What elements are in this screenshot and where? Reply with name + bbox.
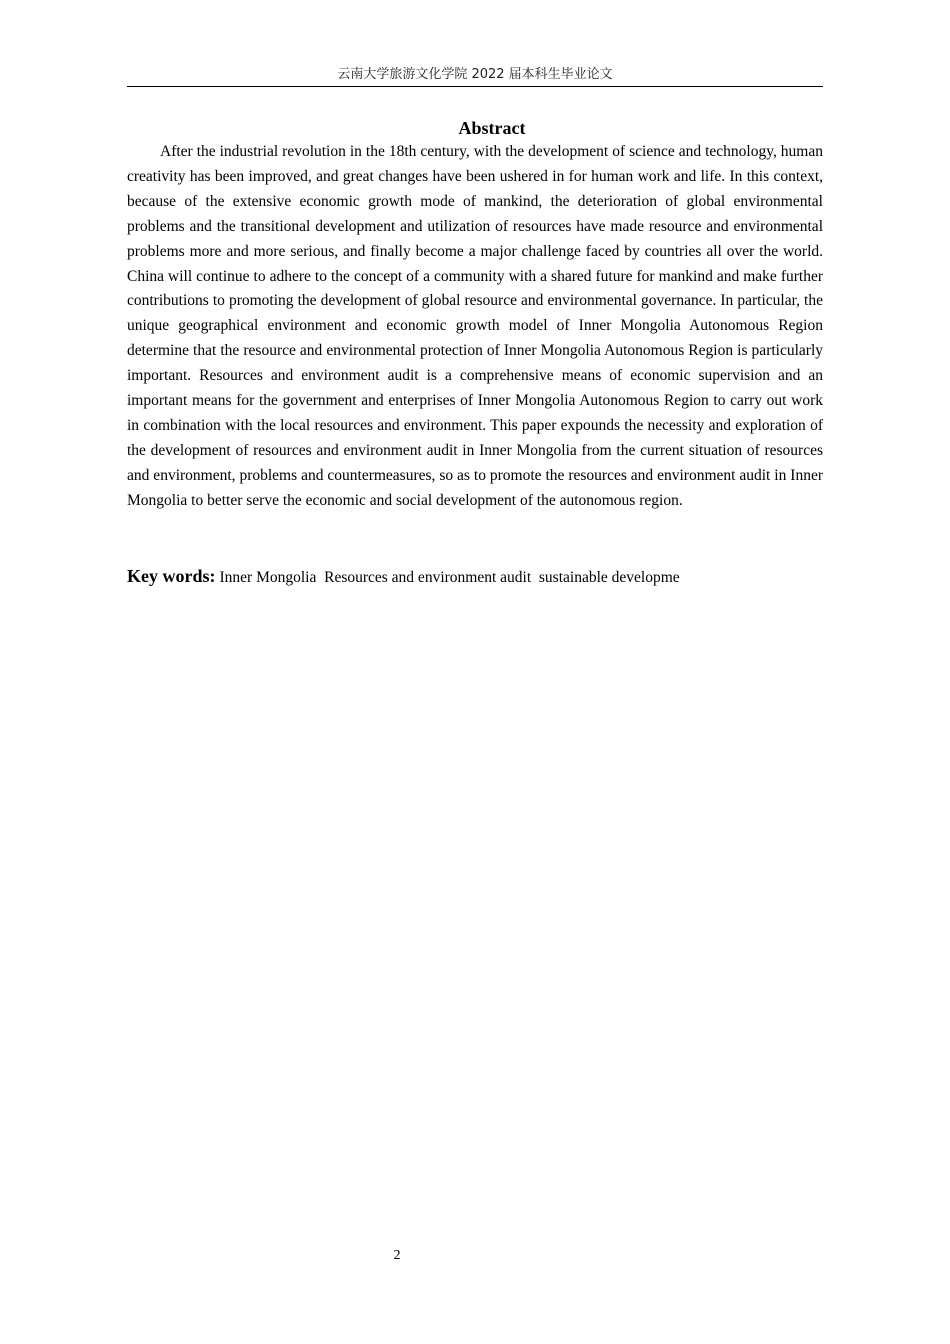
keywords-value: Inner Mongolia Resources and environment audit sustainable developme [219, 569, 680, 586]
running-header: 云南大学旅游文化学院 2022 届本科生毕业论文 [337, 67, 613, 82]
abstract-heading: Abstract [458, 118, 526, 138]
abstract-paragraph: After the industrial revolution in the 18th century, with the development of science and technology, human creativity has been improved, and great changes have been ushered in for human work and life. In this context, because of the extensive economic growth mode of mankind, the deterioration of global environmental problems and the transitional development and utilization of resources have made resource and environmental problems more and more serious, and finally become a major challenge faced by countries all over the world. China will continue to adhere to the concept of a community with a shared future for mankind and make further contributions to promoting the development of global resource and environmental governance. In particular, the unique geographical environment and economic growth model of Inner Mongolia Autonomous Region determine that the resource and environmental protection of Inner Mongolia Autonomous Region is particularly important. Resources and environment audit is a comprehensive means of economic supervision and an important means for the government and enterprises of Inner Mongolia Autonomous Region to carry out work in combination with the local resources and environment. This paper expounds the necessity and exploration of the development of resources and environment audit in Inner Mongolia from the current situation of resources and environment, problems and countermeasures, so as to promote the resources and environment audit in Inner Mongolia to better serve the economic and social development of the autonomous region. [127, 143, 823, 509]
keywords-label: Key words: [127, 566, 216, 586]
page-number: 2 [393, 1248, 401, 1263]
keywords-line [127, 564, 823, 590]
header-divider [127, 86, 823, 87]
